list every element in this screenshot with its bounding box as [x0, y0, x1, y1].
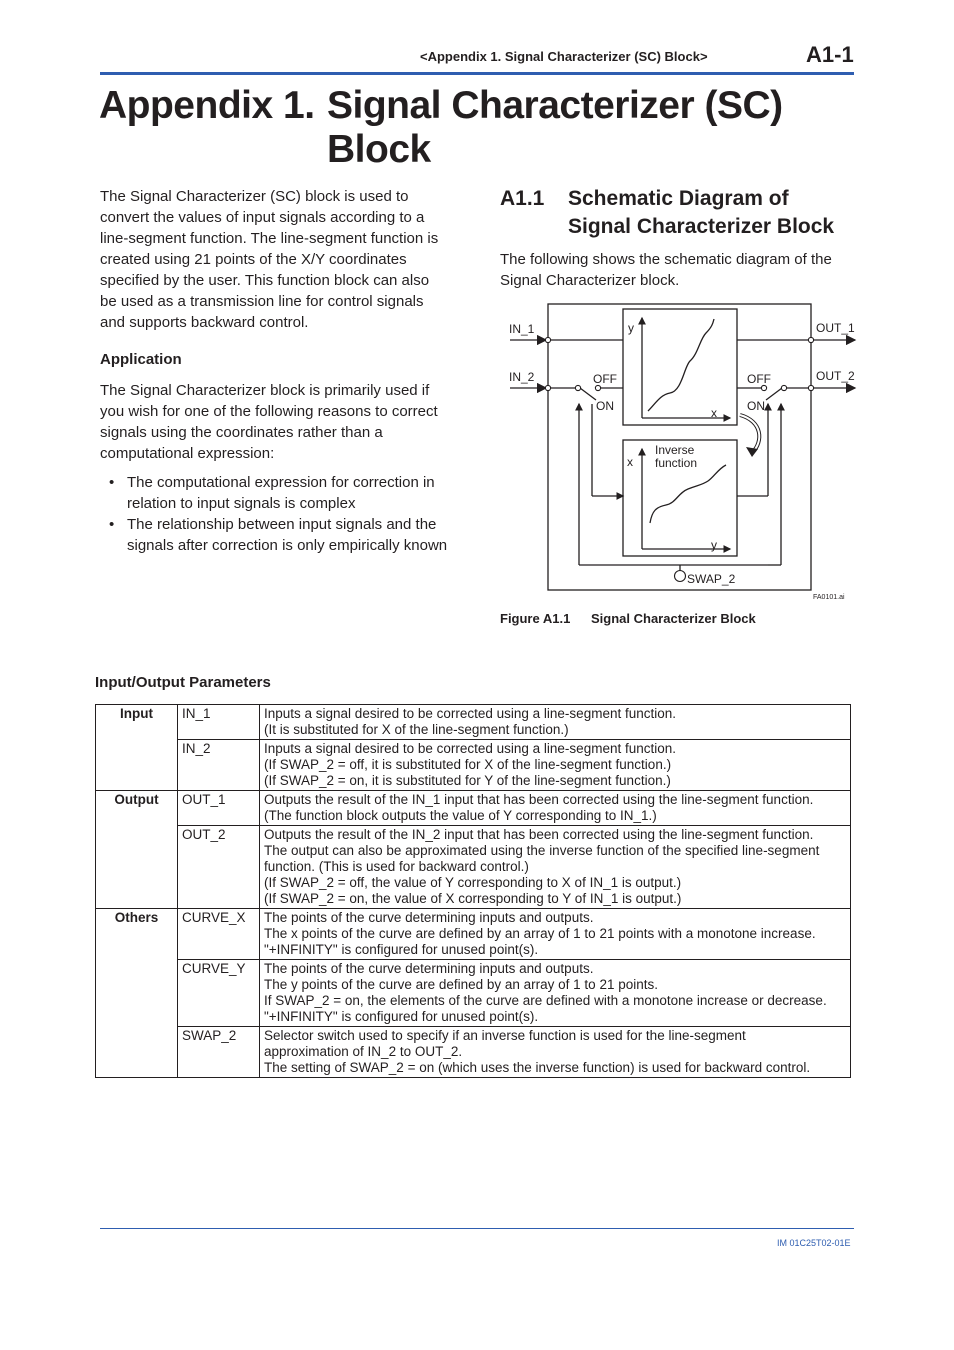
intro-paragraph: The Signal Characterizer (SC) block is used to convert the values of input signals according to a line-segment function. The line-segment function is created using 21 points of the X/Y coordinates specified by the user. This function block can also be used as a transmission line for control signals and supports backward control. [100, 188, 439, 331]
group-cell: Input [96, 705, 178, 791]
figure-title: Signal Characterizer Block [591, 611, 756, 626]
schematic-diagram [500, 297, 860, 593]
param-name: CURVE_X [178, 909, 260, 960]
param-name: IN_1 [178, 705, 260, 740]
diagram-label-in1: IN_1 [509, 322, 535, 336]
table-row [96, 705, 851, 740]
param-name: SWAP_2 [178, 1027, 260, 1078]
figure-code: FA0101.ai [813, 594, 845, 601]
axis-label-x-bottom: x [627, 455, 633, 469]
footer-rule [100, 1228, 854, 1229]
page-title [99, 84, 783, 172]
figure-number: Figure A1.1 [500, 611, 571, 626]
param-name: OUT_2 [178, 826, 260, 909]
param-description: Outputs the result of the IN_2 input that has been corrected using the line-segment function. The output can also be approximated using the inverse function of the specified line-segment function. (This is used for backward control.) (If SWAP_2 = off, the value of Y corresponding to X of IN_1 is output.) (If SWAP_2 = on, the value of X corresponding to Y of IN_1 is output.) [260, 826, 851, 909]
table-row [96, 826, 851, 909]
param-name: OUT_1 [178, 791, 260, 826]
section-heading [500, 185, 834, 241]
title-line-2: Block [327, 128, 431, 171]
application-bullet-list [100, 472, 448, 556]
param-name: IN_2 [178, 740, 260, 791]
section-title-line-1: Schematic Diagram of [568, 187, 789, 210]
list-item: • The computational expression for correction in relation to input signals is complex [109, 474, 435, 512]
diagram-label-out1: OUT_1 [816, 321, 855, 335]
title-line-1: Signal Characterizer (SC) [327, 84, 783, 127]
characteristic-curve [648, 319, 714, 411]
axis-label-y-bottom: y [711, 538, 717, 552]
axis-label-y-top: y [628, 321, 634, 335]
group-cell: Others [96, 909, 178, 1078]
figure-caption [500, 611, 756, 626]
param-description: Inputs a signal desired to be corrected using a line-segment function. (If SWAP_2 = off, it is substituted for X of the line-segment function.) (If SWAP_2 = on, it is substituted for Y of the line-segment function.) [260, 740, 851, 791]
diagram-label-out2: OUT_2 [816, 369, 855, 383]
param-description: The points of the curve determining inputs and outputs. The x points of the curve are defined by an array of 1 to 21 points with a monotone increase. "+INFINITY" is configured for unused point(s). [260, 909, 851, 960]
table-row [96, 791, 851, 826]
diagram-label-on-right: ON [747, 399, 765, 413]
io-parameters-heading: Input/Output Parameters [95, 674, 271, 691]
diagram-label-off-right: OFF [747, 372, 771, 386]
section-number: A1.1 [500, 187, 545, 210]
diagram-label-off-left: OFF [593, 372, 617, 386]
bullet-text: The relationship between input signals and the signals after correction is only empirically known [127, 516, 448, 554]
io-parameters-table [95, 704, 851, 1078]
document-code: IM 01C25T02-01E [777, 1238, 851, 1248]
bullet-text: The computational expression for correction in relation to input signals is complex [127, 474, 435, 512]
section-paragraph: The following shows the schematic diagram of the Signal Characterizer block. [500, 251, 832, 289]
table-row [96, 1027, 851, 1078]
inverse-label-line-2: function [655, 456, 698, 470]
table-row [96, 960, 851, 1027]
running-header: <Appendix 1. Signal Characterizer (SC) Block> [420, 49, 708, 64]
inverse-curve [650, 465, 726, 523]
header-rule [100, 72, 854, 75]
table-row [96, 909, 851, 960]
list-item: • The relationship between input signals and the signals after correction is only empirically known [109, 516, 448, 554]
application-heading: Application [100, 351, 182, 368]
group-cell: Output [96, 791, 178, 909]
axis-label-x-top: x [711, 406, 717, 420]
section-title-line-2: Signal Characterizer Block [568, 215, 835, 238]
page-number: A1-1 [806, 42, 854, 67]
param-description: Outputs the result of the IN_1 input that has been corrected using the line-segment function. (The function block outputs the value of Y corresponding to IN_1.) [260, 791, 851, 826]
param-description: Selector switch used to specify if an inverse function is used for the line-segment approximation of IN_2 to OUT_2. The setting of SWAP_2 = on (which uses the inverse function) is used for backward control. [260, 1027, 851, 1078]
diagram-label-on-left: ON [596, 399, 614, 413]
param-description: The points of the curve determining inputs and outputs. The y points of the curve are defined by an array of 1 to 21 points. If SWAP_2 = on, the elements of the curve are defined with a monotone increase or decrease. "+INFINITY" is configured for unused point(s). [260, 960, 851, 1027]
inverse-label-line-1: Inverse [655, 443, 695, 457]
function-box [623, 309, 737, 425]
table-row [96, 740, 851, 791]
param-description: Inputs a signal desired to be corrected using a line-segment function. (It is substituted for X of the line-segment function.) [260, 705, 851, 740]
param-name: CURVE_Y [178, 960, 260, 1027]
swap-switch-icon [675, 571, 686, 582]
application-paragraph: The Signal Characterizer block is primarily used if you wish for one of the following reasons to correct signals using the coordinates rather than a computational expression: [100, 382, 438, 462]
diagram-label-swap: SWAP_2 [687, 572, 736, 586]
diagram-label-in2: IN_2 [509, 370, 535, 384]
title-number: Appendix 1. [99, 84, 315, 127]
